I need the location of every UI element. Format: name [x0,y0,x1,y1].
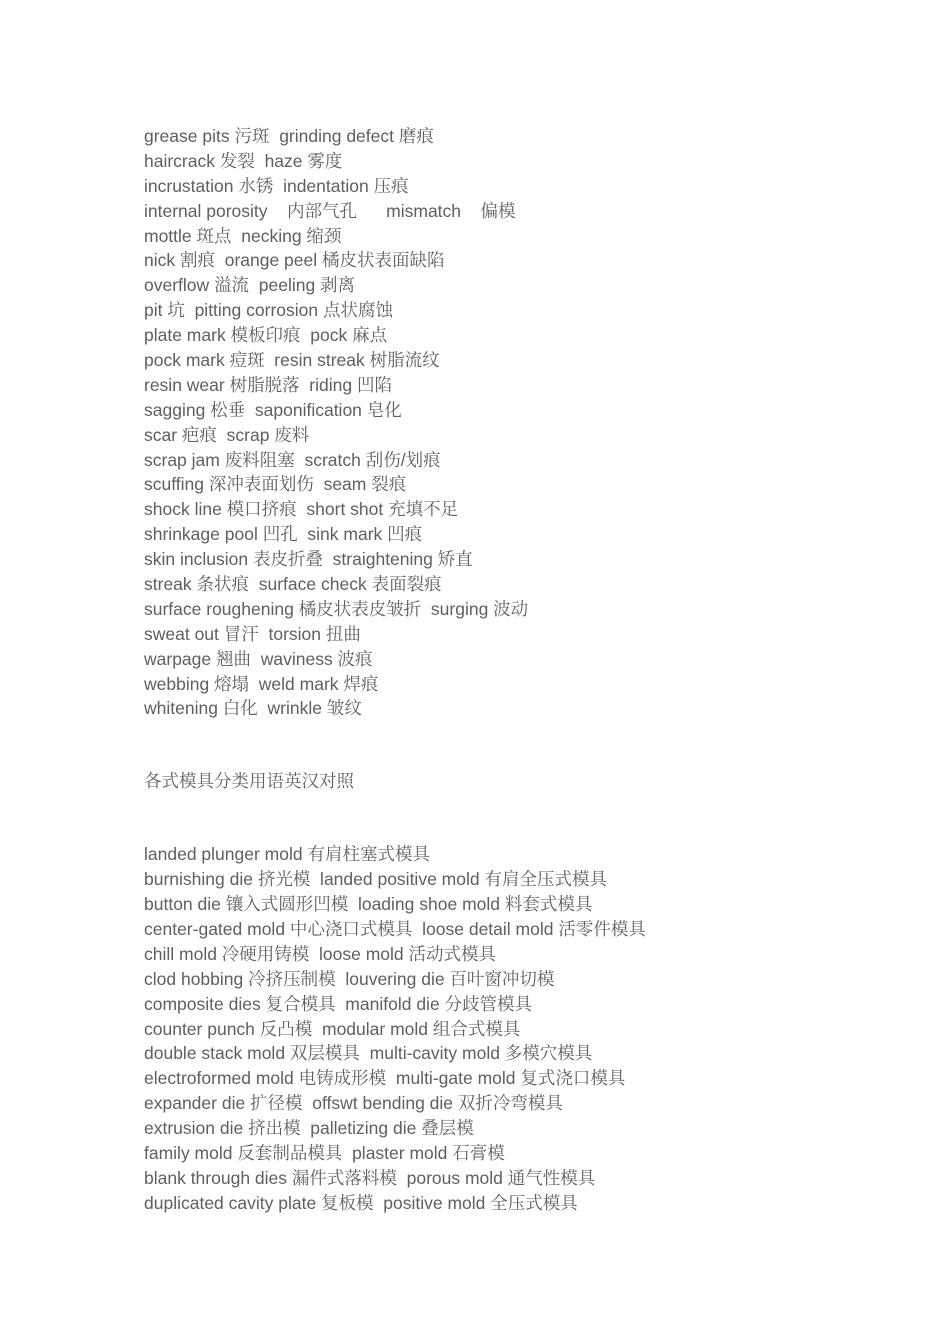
spacer [144,794,884,842]
list-item: plate mark 模板印痕 pock 麻点 [144,325,388,346]
list-item: family mold 反套制品模具 plaster mold 石膏模 [144,1142,505,1163]
list-item: duplicated cavity plate 复板模 positive mold 全压式模具 [144,1192,578,1213]
list-item: shrinkage pool 凹孔 sink mark 凹痕 [144,524,423,545]
mold-terms-list [144,842,884,1215]
list-item: shock line 模口挤痕 short shot 充填不足 [144,499,459,520]
list-item: pit 坑 pitting corrosion 点状腐蚀 [144,300,393,321]
list-item: sweat out 冒汗 torsion 扭曲 [144,623,361,644]
list-item: resin wear 树脂脱落 riding 凹陷 [144,374,392,395]
section-heading: 各式模具分类用语英汉对照 [144,771,354,792]
list-item: blank through dies 漏件式落料模 porous mold 通气性模具 [144,1167,596,1188]
list-item: sagging 松垂 saponification 皂化 [144,399,402,420]
list-item: expander die 扩径模 offswt bending die 双折冷弯模具 [144,1093,563,1114]
list-item: scuffing 深冲表面划伤 seam 裂痕 [144,474,407,495]
list-item: button die 镶入式圆形凹模 loading shoe mold 料套式模具 [144,894,593,915]
list-item: electroformed mold 电铸成形模 multi-gate mold 复式浇口模具 [144,1068,626,1089]
list-item: skin inclusion 表皮折叠 straightening 矫直 [144,549,473,570]
list-item: chill mold 冷硬用铸模 loose mold 活动式模具 [144,943,497,964]
list-item: extrusion die 挤出模 palletizing die 叠层模 [144,1118,474,1139]
list-item: webbing 熔塌 weld mark 焊痕 [144,673,379,694]
list-item: composite dies 复合模具 manifold die 分歧管模具 [144,993,533,1014]
list-item: landed plunger mold 有肩柱塞式模具 [144,844,430,865]
list-item: surface roughening 橘皮状表皮皱折 surging 波动 [144,598,529,619]
list-item: whitening 白化 wrinkle 皱纹 [144,698,362,719]
list-item: haircrack 发裂 haze 雾度 [144,150,343,171]
list-item: pock mark 痘斑 resin streak 树脂流纹 [144,350,440,371]
list-item: clod hobbing 冷挤压制模 louvering die 百叶窗冲切模 [144,968,555,989]
list-item: overflow 溢流 peeling 剥离 [144,275,356,296]
list-item: internal porosity 内部气孔 mismatch 偏模 [144,200,516,221]
list-item: burnishing die 挤光模 landed positive mold 有肩全压式模具 [144,869,607,890]
defect-terms-list [144,124,884,721]
spacer [144,721,884,769]
list-item: incrustation 水锈 indentation 压痕 [144,175,409,196]
document-content [144,124,884,1216]
list-item: mottle 斑点 necking 缩颈 [144,225,342,246]
list-item: double stack mold 双层模具 multi-cavity mold 多模穴模具 [144,1043,593,1064]
list-item: nick 割痕 orange peel 橘皮状表面缺陷 [144,250,445,271]
list-item: scrap jam 废料阻塞 scratch 刮伤/划痕 [144,449,441,470]
list-item: scar 疤痕 scrap 废料 [144,424,310,445]
list-item: grease pits 污斑 grinding defect 磨痕 [144,126,434,146]
list-item: center-gated mold 中心浇口式模具 loose detail mold 活零件模具 [144,918,646,939]
list-item: streak 条状痕 surface check 表面裂痕 [144,574,442,595]
list-item: warpage 翘曲 waviness 波痕 [144,648,373,669]
list-item: counter punch 反凸模 modular mold 组合式模具 [144,1018,521,1039]
